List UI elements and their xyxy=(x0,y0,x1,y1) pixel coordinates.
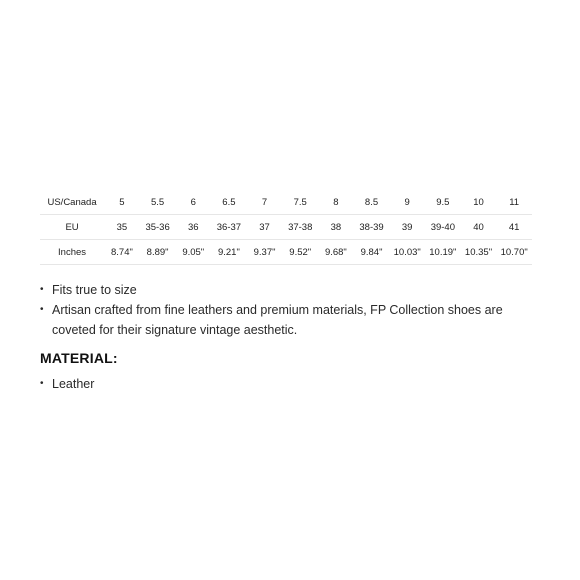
size-chart-cell: 6 xyxy=(175,190,211,215)
size-chart-cell: 37-38 xyxy=(282,215,318,240)
size-chart-cell: 35 xyxy=(104,215,140,240)
list-item-text: Leather xyxy=(52,377,95,391)
size-chart-cell: 6.5 xyxy=(211,190,247,215)
size-chart-row-label: US/Canada xyxy=(40,190,104,215)
size-chart-cell: 9.52" xyxy=(282,240,318,265)
size-chart-cell: 8.89" xyxy=(140,240,176,265)
size-chart-cell: 7.5 xyxy=(282,190,318,215)
size-chart-cell: 37 xyxy=(247,215,283,240)
size-chart-cell: 9.84" xyxy=(354,240,390,265)
size-chart-row-label: EU xyxy=(40,215,104,240)
size-chart-cell: 39 xyxy=(389,215,425,240)
list-item xyxy=(40,280,540,300)
list-item-text: Fits true to size xyxy=(52,283,137,297)
size-chart-row xyxy=(40,240,532,265)
material-heading: MATERIAL: xyxy=(40,350,118,366)
size-chart-cell: 5.5 xyxy=(140,190,176,215)
bullet-icon: • xyxy=(40,304,44,315)
size-chart-cell: 40 xyxy=(461,215,497,240)
list-item xyxy=(40,300,540,340)
product-details xyxy=(40,280,540,394)
list-item-text: Artisan crafted from fine leathers and premium materials, FP Collection shoes are coveted for their signature vintage aesthetic. xyxy=(52,303,503,337)
size-chart-cell: 10.70" xyxy=(496,240,532,265)
size-chart-body xyxy=(40,190,532,265)
size-chart-cell: 35-36 xyxy=(140,215,176,240)
size-chart-cell: 10.35" xyxy=(461,240,497,265)
size-chart-cell: 10.19" xyxy=(425,240,461,265)
size-chart-cell: 8 xyxy=(318,190,354,215)
size-chart-cell: 8.5 xyxy=(354,190,390,215)
size-chart-cell: 9.5 xyxy=(425,190,461,215)
size-chart-cell: 10.03" xyxy=(389,240,425,265)
material-list xyxy=(40,374,540,394)
size-chart-cell: 8.74" xyxy=(104,240,140,265)
size-chart-cell: 5 xyxy=(104,190,140,215)
size-chart-cell: 39-40 xyxy=(425,215,461,240)
size-chart-cell: 9.21" xyxy=(211,240,247,265)
bullet-icon: • xyxy=(40,378,44,389)
size-chart-cell: 41 xyxy=(496,215,532,240)
size-chart-cell: 38-39 xyxy=(354,215,390,240)
size-chart-row-label: Inches xyxy=(40,240,104,265)
size-chart-cell: 38 xyxy=(318,215,354,240)
size-chart-cell: 9.37" xyxy=(247,240,283,265)
feature-list xyxy=(40,280,540,340)
size-chart-cell: 11 xyxy=(496,190,532,215)
bullet-icon: • xyxy=(40,284,44,295)
size-chart-row xyxy=(40,215,532,240)
size-chart-cell: 9.05" xyxy=(175,240,211,265)
size-chart-table xyxy=(40,190,532,265)
list-item xyxy=(40,374,540,394)
size-chart-cell: 7 xyxy=(247,190,283,215)
size-chart-row xyxy=(40,190,532,215)
size-chart-cell: 36 xyxy=(175,215,211,240)
size-chart-cell: 9.68" xyxy=(318,240,354,265)
size-chart-cell: 10 xyxy=(461,190,497,215)
size-chart-cell: 36-37 xyxy=(211,215,247,240)
size-chart-cell: 9 xyxy=(389,190,425,215)
